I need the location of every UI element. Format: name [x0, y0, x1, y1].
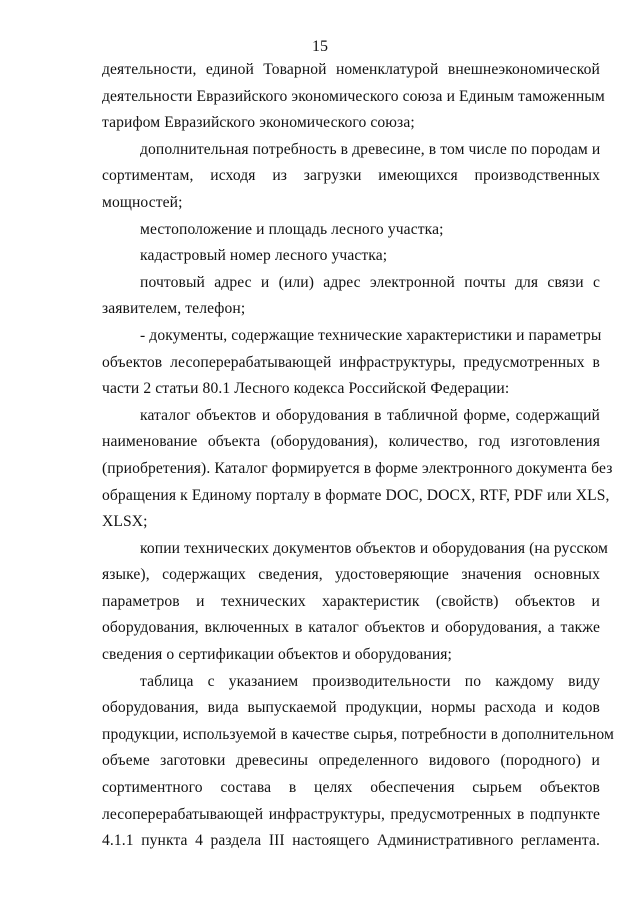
paragraph [102, 536, 608, 669]
paragraph [102, 57, 605, 137]
text-line: оборудования, вида выпускаемой продукции, нормы расхода и кодов [102, 699, 600, 717]
paragraph [102, 217, 600, 244]
text-line: сортиментного состава в целях обеспечения сырьем объектов [102, 779, 600, 797]
text-line: тарифом Евразийского экономического союза; [102, 114, 415, 132]
paragraph [102, 403, 613, 536]
text-line: (приобретения). Каталог формируется в форме электронного документа без [102, 459, 613, 477]
text-line: - документы, содержащие технические характеристики и параметры [140, 326, 602, 344]
text-line: наименование объекта (оборудования), количество, год изготовления [102, 433, 600, 451]
text-line: лесоперерабатывающей инфраструктуры, предусмотренных в подпункте [102, 805, 600, 823]
text-line: параметров и технических характеристик (свойств) объектов и [102, 592, 600, 610]
text-line: мощностей; [102, 193, 183, 211]
text-line: сортиментам, исходя из загрузки имеющихся производственных [102, 167, 600, 185]
text-line: местоположение и площадь лесного участка; [140, 220, 444, 238]
text-line: каталог объектов и оборудования в табличной форме, содержащий [140, 406, 600, 424]
text-line: XLSX; [102, 513, 148, 531]
text-line: деятельности Евразийского экономического союза и Единым таможенным [102, 87, 605, 105]
text-line: таблица с указанием производительности по каждому виду [140, 672, 600, 690]
text-line: дополнительная потребность в древесине, в том числе по породам и [140, 140, 601, 158]
text-line: обращения к Единому порталу в формате DOC, DOCX, RTF, PDF или XLS, [102, 486, 610, 504]
text-line: оборудования, включенных в каталог объектов и оборудования, а также [102, 619, 600, 637]
text-line: копии технических документов объектов и оборудования (на русском [140, 539, 608, 557]
text-line: языке), содержащих сведения, удостоверяющие значения основных [102, 566, 600, 584]
text-line: части 2 статьи 80.1 Лесного кодекса Российской Федерации: [102, 380, 510, 398]
text-line: деятельности, единой Товарной номенклатурой внешнеэкономической [102, 61, 600, 78]
text-line: заявителем, телефон; [102, 300, 246, 318]
text-line: продукции, используемой в качестве сырья, потребности в дополнительном [102, 725, 614, 743]
text-line: объеме заготовки древесины определенного видового (породного) и [102, 752, 600, 770]
paragraph [102, 323, 600, 403]
paragraph [102, 669, 614, 855]
paragraph [102, 243, 600, 270]
paragraph [102, 137, 600, 217]
text-line: сведения о сертификации объектов и оборудования; [102, 646, 452, 664]
text-line: кадастровый номер лесного участка; [140, 247, 388, 265]
text-line: объектов лесоперерабатывающей инфраструктуры, предусмотренных в [102, 353, 600, 371]
paragraph [102, 270, 600, 323]
text-line: почтовый адрес и (или) адрес электронной почты для связи с [140, 273, 600, 291]
page-number: 15 [312, 38, 328, 55]
body-text [102, 57, 614, 855]
text-line: 4.1.1 пункта 4 раздела III настоящего Административного регламента. [102, 832, 600, 850]
